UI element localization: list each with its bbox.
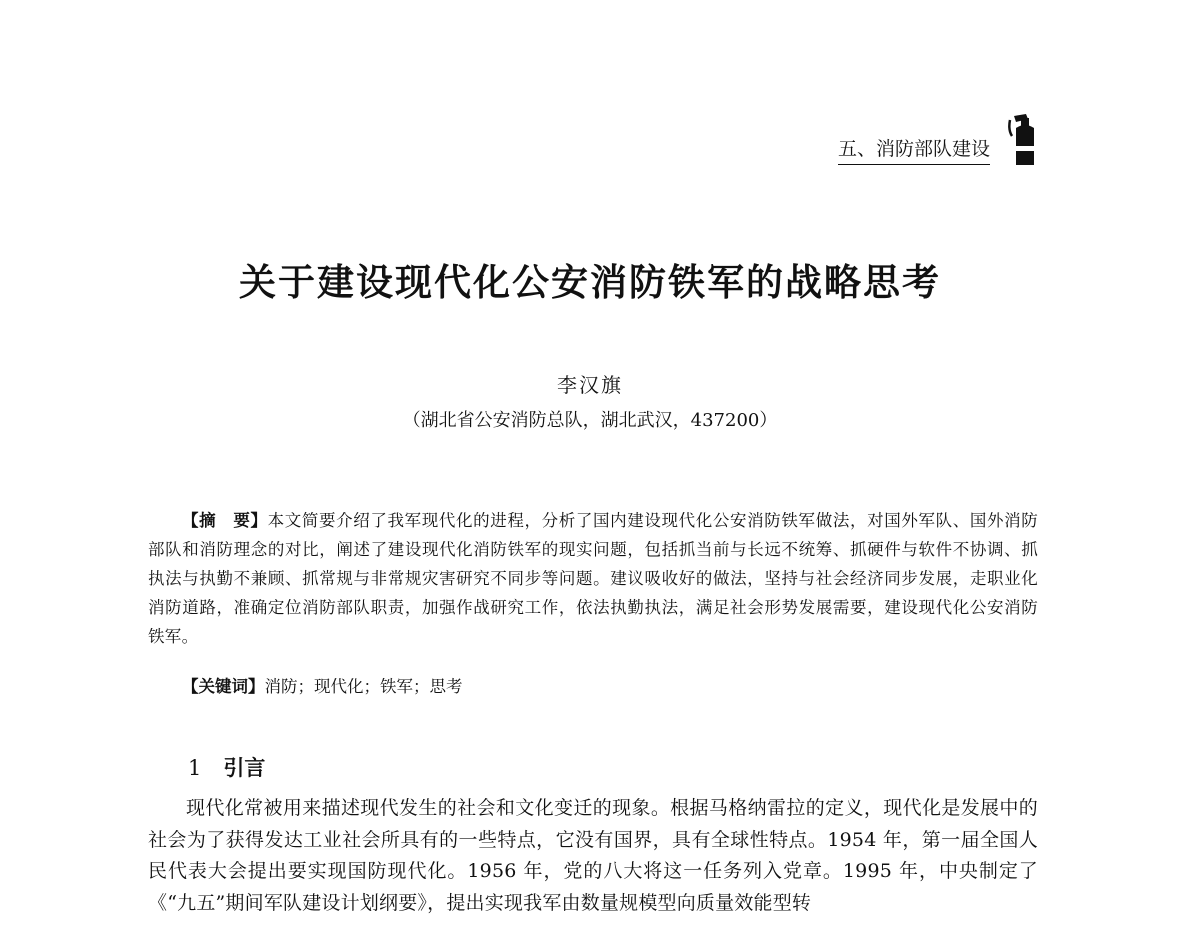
keywords-text: 消防；现代化；铁军；思考: [264, 677, 463, 696]
section-number: 1: [188, 756, 202, 780]
keywords: [182, 672, 463, 701]
keywords-label: 【关键词】: [182, 677, 265, 696]
body-paragraph: 现代化常被用来描述现代发生的社会和文化变迁的现象。根据马格纳雷拉的定义，现代化是发展中的社会为了获得发达工业社会所具有的一些特点，它没有国界，具有全球性特点。1954 年，第一届全国人民代表大会提出要实现国防现代化。1956 年，党的八大将这一任务列入党章。1995 年，中央制定了《“九五”期间军队建设计划纲要》，提出实现我军由数量规模型向质量效能型转: [148, 797, 1038, 914]
section-heading: [188, 752, 265, 782]
author-affiliation: （湖北省公安消防总队，湖北武汉，437200）: [402, 410, 778, 431]
abstract-text: 本文简要介绍了我军现代化的进程，分析了国内建设现代化公安消防铁军做法，对国外军队、国外消防部队和消防理念的对比，阐述了建设现代化消防铁军的现实问题，包括抓当前与长远不统筹、抓硬件与软件不协调、抓执法与执勤不兼顾、抓常规与非常规灾害研究不同步等问题。建议吸收好的做法，坚持与社会经济同步发展，走职业化消防道路，准确定位消防部队职责，加强作战研究工作，依法执勤执法，满足社会形势发展需要，建设现代化公安消防铁军。: [148, 511, 1039, 646]
author-name: 李汉旗: [557, 373, 623, 397]
running-header: [700, 108, 1050, 168]
paper-title: 关于建设现代化公安消防铁军的战略思考: [239, 260, 941, 304]
section-title: 引言: [223, 756, 266, 780]
abstract-label: 【摘 要】: [182, 511, 268, 530]
fire-extinguisher-icon: [1006, 110, 1040, 168]
section-label: 五、消防部队建设: [838, 134, 990, 165]
abstract: [148, 506, 1038, 651]
